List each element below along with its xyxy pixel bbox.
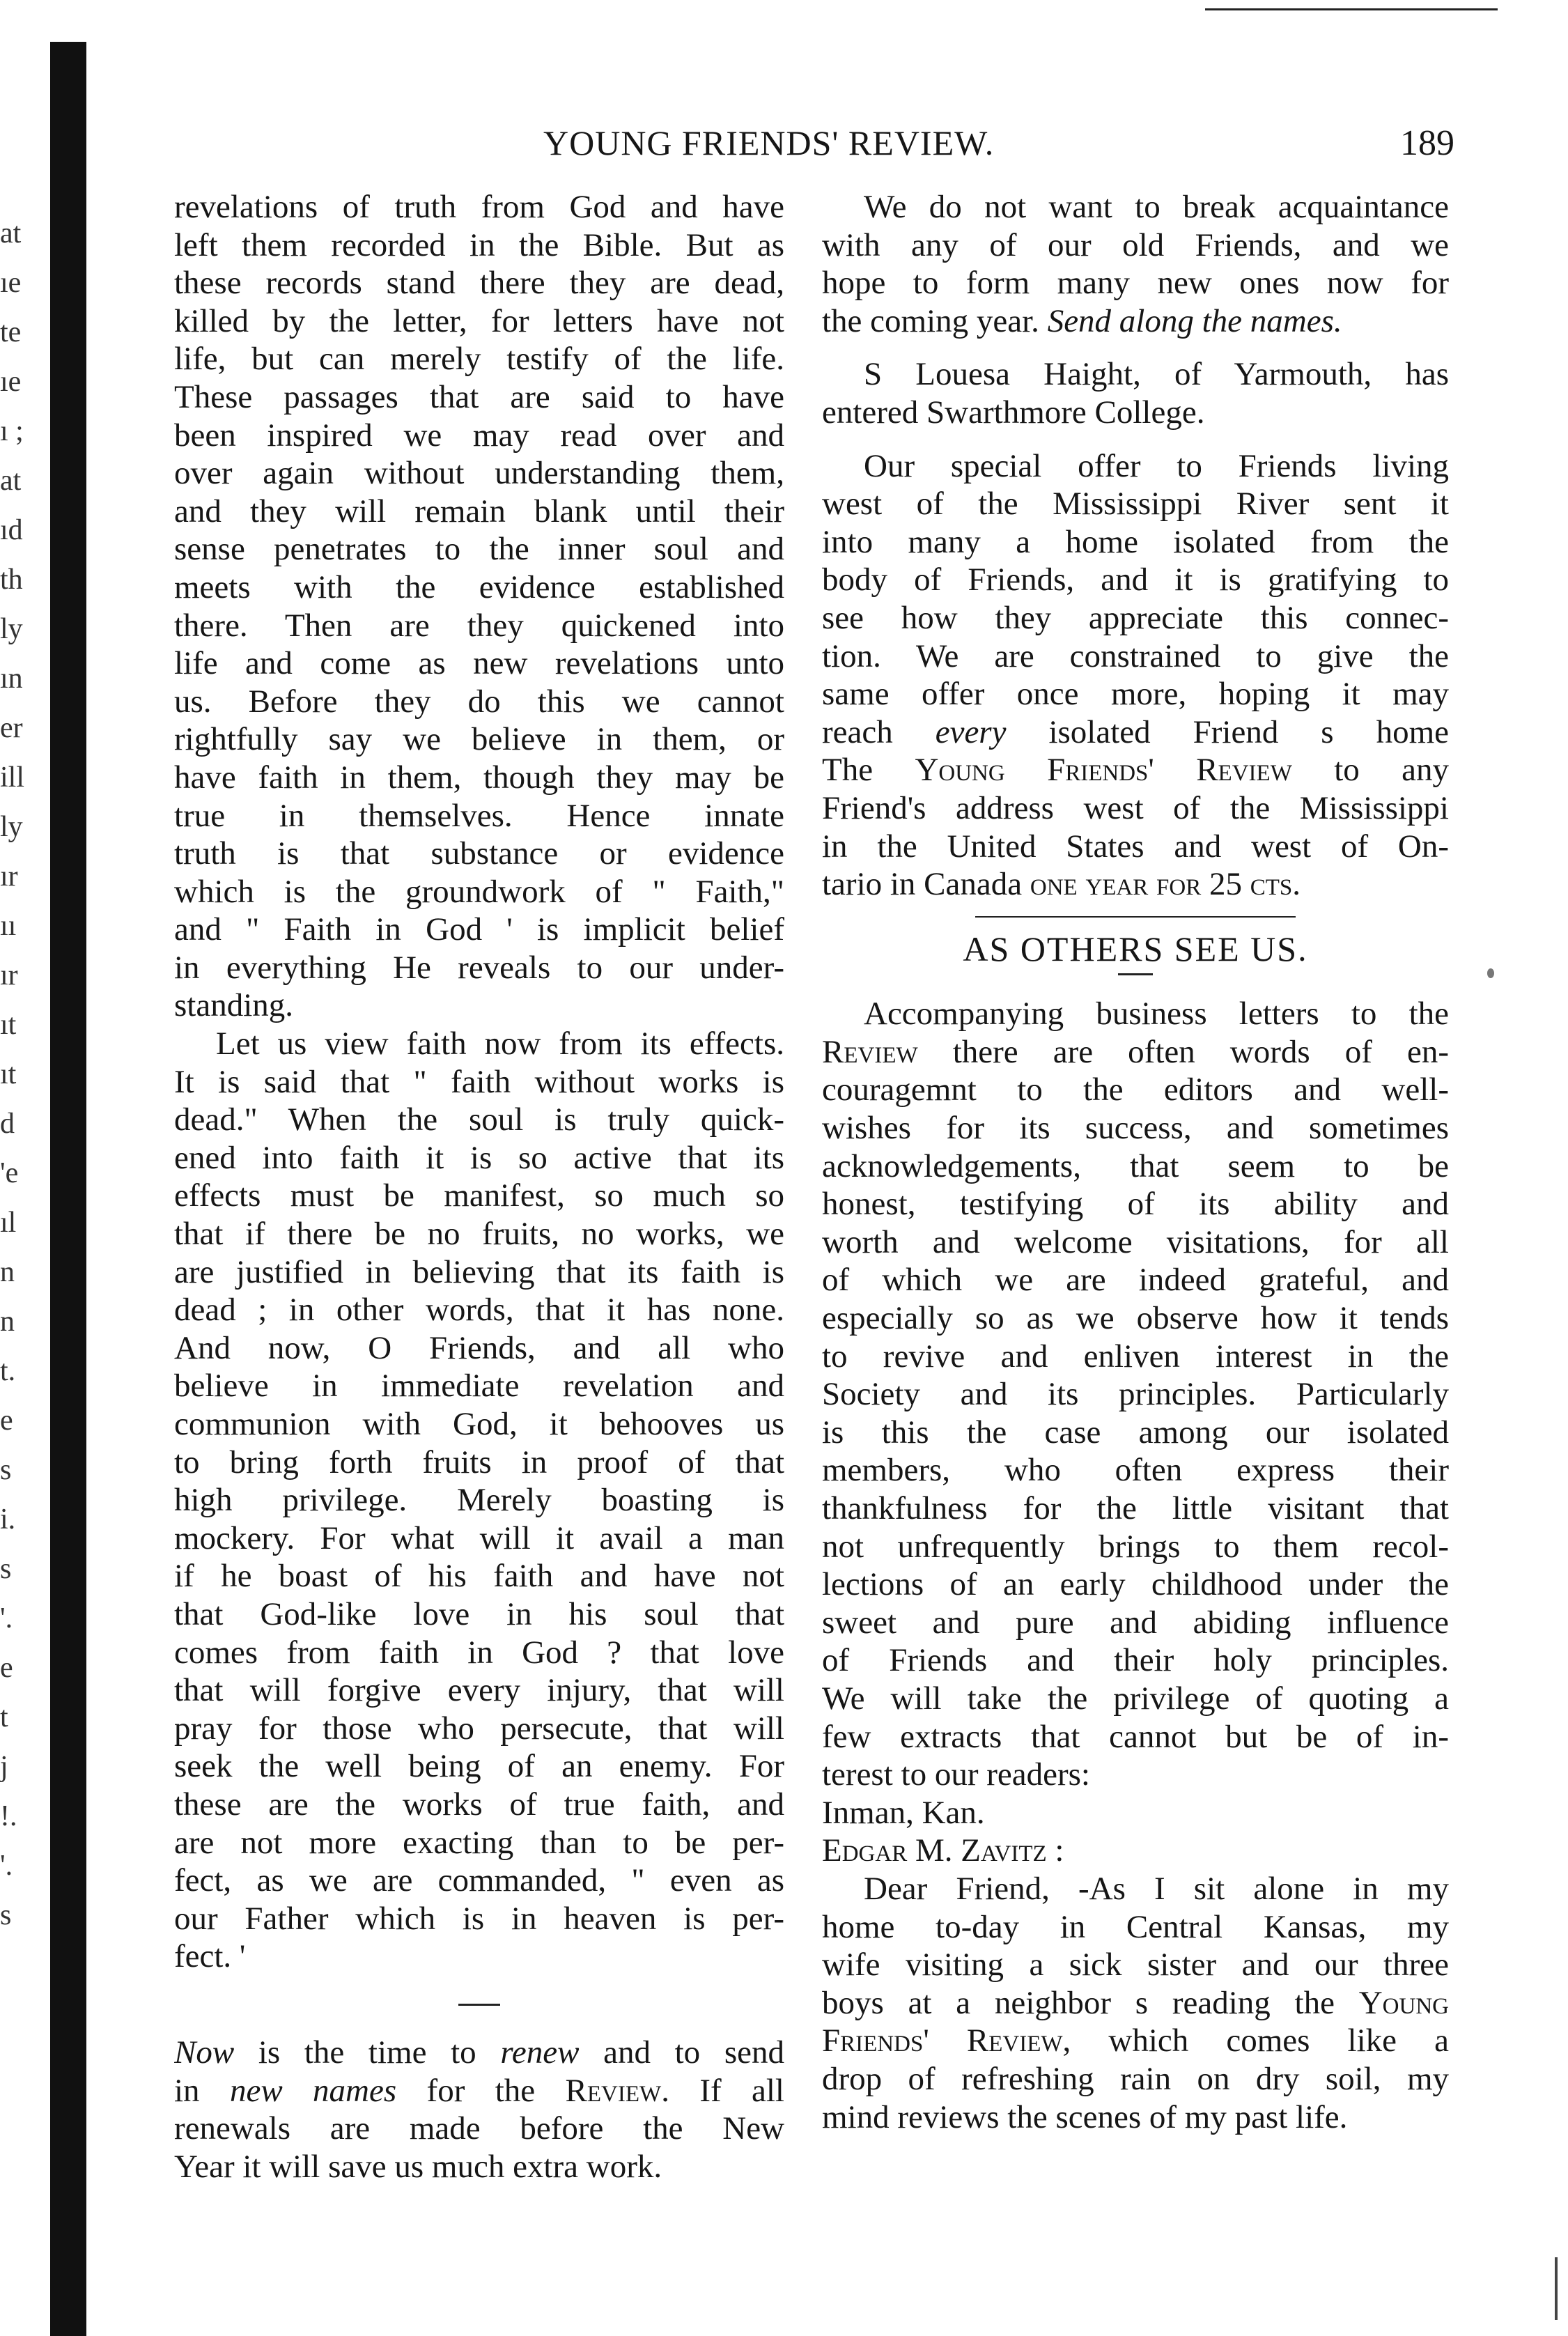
text-line: in the United States and west of On- (822, 828, 1449, 865)
text-line: Society and its principles. Particularly (822, 1376, 1449, 1413)
text-line: revelations of truth from God and have (174, 189, 784, 225)
margin-fragment: ır (0, 860, 18, 892)
margin-fragment: ır (0, 959, 18, 991)
margin-fragment: ı ; (0, 415, 24, 447)
margin-fragment: ıe (0, 366, 22, 398)
text-line: life, but can merely testify of the life. (174, 341, 784, 378)
line-every: reach every isolated Friend s home (822, 713, 1449, 750)
text-line: to revive and enliven interest in the (822, 1338, 1449, 1375)
binding-shadow (50, 42, 86, 2336)
margin-fragment: t (0, 1701, 8, 1733)
margin-fragment: n (0, 1256, 15, 1288)
edge-specks (1555, 2257, 1558, 2320)
section-title: AS OTHERS SEE US. (963, 929, 1308, 968)
line-review-words: Review there are often words of en- (822, 1033, 1449, 1070)
text-line: worth and welcome visitations, for all (822, 1223, 1449, 1260)
letter-line-4: boys at a neighbor s reading the Young (822, 1984, 1449, 2021)
stray-mark (1487, 968, 1494, 978)
margin-fragment: ıt (0, 1009, 17, 1041)
text-line: It is said that " faith without works is (174, 1063, 784, 1100)
text-line: of which we are indeed grateful, and (822, 1262, 1449, 1299)
margin-fragment: d (0, 1108, 15, 1140)
text-line: wife visiting a sick sister and our three (822, 1947, 1449, 1983)
margin-fragment: n (0, 1306, 15, 1338)
margin-fragment: e (0, 1405, 13, 1437)
text-line: body of Friends, and it is gratifying to (822, 562, 1449, 598)
text-line: members, who often express their (822, 1452, 1449, 1489)
text-line: west of the Mississippi River sent it (822, 486, 1449, 523)
text-line: drop of refreshing rain on dry soil, my (822, 2060, 1449, 2097)
text-line: rightfully say we believe in them, or (174, 721, 784, 758)
text-line: especially so as we observe how it tends (822, 1300, 1449, 1337)
text-line: effects must be manifest, so much so (174, 1177, 784, 1214)
margin-fragment: !. (0, 1800, 17, 1832)
text-line: dead." When the soul is truly quick- (174, 1101, 784, 1138)
text-line: mind reviews the scenes of my past life. (822, 2098, 1348, 2135)
text-line: high privilege. Merely boasting is (174, 1482, 784, 1519)
running-title: YOUNG FRIENDS' REVIEW. (543, 123, 995, 162)
text-line: fect, as we are commanded, " even as (174, 1862, 784, 1899)
text-line: dead ; in other words, that it has none. (174, 1292, 784, 1329)
paragraph-acquaintance (822, 188, 1449, 302)
text-line: Our special offer to Friends living (864, 447, 1449, 484)
text-line: life and come as new revelations unto (174, 645, 784, 682)
left-column (174, 188, 784, 2186)
text-line: that will forgive every injury, that will (174, 1672, 784, 1709)
top-rule (1205, 8, 1498, 10)
notice-line-1: Now is the time to renew and to send (174, 2034, 784, 2071)
text-line: is this the case among our isolated (822, 1414, 1449, 1451)
margin-fragment: 'e (0, 1157, 19, 1189)
dateline: Inman, Kan. (822, 1794, 985, 1831)
text-line: few extracts that cannot but be of in- (822, 1718, 1449, 1755)
text-line: fect. ' (174, 1938, 246, 1975)
margin-text-fragments (0, 209, 49, 1940)
text-line: to bring forth fruits in proof of that (174, 1444, 784, 1480)
text-line: are justified in believing that its faith is (174, 1253, 784, 1290)
text-line: S Louesa Haight, of Yarmouth, has (864, 356, 1449, 393)
paragraph-faith-effects (174, 1025, 784, 1976)
text-line: lections of an early childhood under the (822, 1566, 1449, 1603)
text-line: And now, O Friends, and all who (174, 1329, 784, 1366)
margin-fragment: at (0, 465, 22, 497)
text-line: entered Swarthmore College. (822, 394, 1205, 431)
margin-fragment: at (0, 217, 22, 249)
margin-fragment: ın (0, 663, 23, 695)
margin-fragment: t. (0, 1355, 16, 1387)
margin-fragment: ıl (0, 1207, 17, 1239)
margin-fragment: ıt (0, 1058, 17, 1090)
margin-fragment: ıı (0, 910, 17, 942)
text-line: not unfrequently brings to them recol- (822, 1528, 1449, 1565)
text-line: meets with the evidence established (174, 568, 784, 605)
margin-fragment: ly (0, 811, 23, 843)
text-line: over again without understanding them, (174, 455, 784, 492)
paragraph-accompanying-first: Accompanying business letters to the (864, 996, 1449, 1032)
text-line: been inspired we may read over and (174, 417, 784, 454)
paragraph-accompanying (822, 1071, 1449, 1793)
text-line: believe in immediate revelation and (174, 1368, 784, 1405)
text-line: hope to form many new ones now for (822, 265, 1449, 302)
margin-fragment: s (0, 1454, 12, 1486)
page-number: 189 (1400, 123, 1454, 163)
margin-fragment: i. (0, 1503, 16, 1536)
text-line: communion with God, it behooves us (174, 1406, 784, 1442)
text-line: these records stand there they are dead, (174, 265, 784, 302)
text-line: ened into faith it is so active that its (174, 1139, 784, 1176)
margin-fragment: '. (0, 1850, 13, 1882)
text-line: true in themselves. Hence innate (174, 797, 784, 834)
text-line: with any of our old Friends, and we (822, 226, 1449, 263)
margin-fragment: j (0, 1751, 8, 1783)
text-line: couragemnt to the editors and well- (822, 1072, 1449, 1108)
text-line: We do not want to break acquaintance (864, 189, 1449, 225)
text-line: and " Faith in God ' is implicit belief (174, 911, 784, 948)
right-column (822, 188, 1449, 2136)
text-line: comes from faith in God ? that love (174, 1634, 784, 1671)
text-line: Dear Friend, -As I sit alone in my (864, 1870, 1449, 1907)
line-yfr: The Young Friends' Review to any (822, 752, 1449, 789)
paragraph-faith-revelation (174, 188, 784, 1025)
text-line: standing. (174, 987, 294, 1024)
text-line: there. Then are they quickened into (174, 607, 784, 644)
text-line: left them recorded in the Bible. But as (174, 226, 784, 263)
letter-body (822, 1870, 1449, 1984)
margin-fragment: th (0, 564, 23, 596)
letter-line-5: Friends' Review, which comes like a (822, 2022, 1449, 2059)
notice-line-4: Year it will save us much extra work. (174, 2148, 662, 2185)
section-rule (975, 916, 1296, 918)
text-line: sense penetrates to the inner soul and (174, 531, 784, 568)
section-separator (458, 2004, 500, 2006)
text-line: that if there be no fruits, no works, we (174, 1216, 784, 1253)
text-line: of Friends and their holy principles. (822, 1642, 1449, 1679)
notice-line-2: in new names for the Review. If all (174, 2072, 784, 2109)
text-line: seek the well being of an enemy. For (174, 1748, 784, 1785)
text-line: same offer once more, hoping it may (822, 676, 1449, 713)
text-line: terest to our readers: (822, 1756, 1090, 1793)
margin-fragment: s (0, 1553, 12, 1585)
margin-fragment: ill (0, 761, 25, 794)
text-line: pray for those who persecute, that will (174, 1710, 784, 1747)
text-line: see how they appreciate this connec- (822, 599, 1449, 636)
text-line: home to-day in Central Kansas, my (822, 1908, 1449, 1945)
text-line: truth is that substance or evidence (174, 835, 784, 872)
margin-fragment: te (0, 316, 22, 348)
text-line: We will take the privilege of quoting a (822, 1680, 1449, 1717)
text-line: honest, testifying of its ability and (822, 1186, 1449, 1223)
margin-fragment: er (0, 712, 23, 744)
text-line: tion. We are constrained to give the (822, 637, 1449, 674)
title-dash (1118, 973, 1153, 975)
text-line: have faith in them, though they may be (174, 759, 784, 796)
text-line: These passages that are said to have (174, 378, 784, 415)
text-line: that God-like love in his soul that (174, 1595, 784, 1632)
text-line: thankfulness for the little visitant that (822, 1490, 1449, 1526)
text-line: into many a home isolated from the (822, 523, 1449, 560)
text-line: acknowledgements, that seem to be (822, 1147, 1449, 1184)
text-line: if he boast of his faith and have not (174, 1558, 784, 1595)
margin-fragment: e (0, 1652, 13, 1684)
text-line: are not more exacting than to be per- (174, 1824, 784, 1861)
margin-fragment: ıe (0, 267, 22, 299)
margin-fragment: '. (0, 1602, 13, 1634)
paragraph-special-offer (822, 447, 1449, 713)
text-line: mockery. For what will it avail a man (174, 1519, 784, 1556)
line-price: tario in Canada one year for 25 cts. (822, 866, 1301, 903)
margin-fragment: ly (0, 613, 23, 645)
text-line: wishes for its success, and sometimes (822, 1110, 1449, 1147)
renewal-notice (174, 2034, 784, 2186)
text-line: these are the works of true faith, and (174, 1786, 784, 1823)
margin-fragment: s (0, 1899, 12, 1931)
line-send-names: the coming year. Send along the names. (822, 302, 1342, 339)
margin-fragment: ıd (0, 514, 23, 546)
text-line: and they will remain blank until their (174, 493, 784, 529)
text-line: Let us view faith now from its effects. (216, 1026, 784, 1062)
text-line: our Father which is in heaven is per- (174, 1900, 784, 1937)
salutation: Edgar M. Zavitz : (822, 1832, 1064, 1869)
paragraph-haight (822, 355, 1449, 431)
text-line: sweet and pure and abiding influence (822, 1604, 1449, 1641)
notice-line-3: renewals are made before the New (174, 2110, 784, 2147)
text-line: Friend's address west of the Mississippi (822, 789, 1449, 826)
text-line: in everything He reveals to our under- (174, 949, 784, 986)
text-line: which is the groundwork of " Faith," (174, 873, 784, 910)
text-line: killed by the letter, for letters have not (174, 302, 784, 339)
text-line: us. Before they do this we cannot (174, 683, 784, 720)
